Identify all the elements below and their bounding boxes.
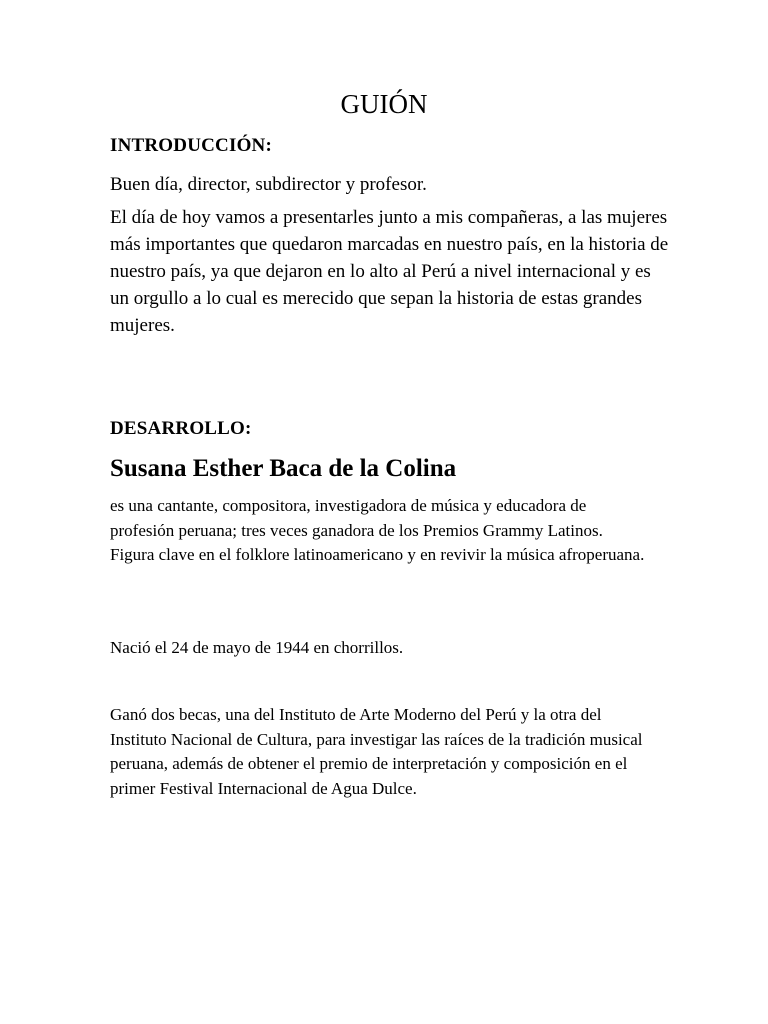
development-heading: DESARROLLO: [110, 418, 252, 439]
birth-paragraph: Nació el 24 de mayo de 1944 en chorrillos. [110, 638, 404, 657]
greeting-paragraph: Buen día, director, subdirector y profesor. [110, 174, 427, 195]
biography-paragraph: es una cantante, compositora, investigadora de música y educadora de profesión peruana; tres veces ganadora de los Premios Grammy Latinos. Figura clave en el folklore latinoamericano y en revivir la música afroperuana. [110, 496, 645, 564]
awards-paragraph: Ganó dos becas, una del Instituto de Arte Moderno del Perú y la otra del Instituto Nacional de Cultura, para investigar las raíces de la tradición musical peruana, además de obtener el premio de interpretación y composición en el primer Festival Internacional de Agua Dulce. [110, 705, 643, 798]
document-title: GUIÓN [340, 89, 428, 119]
person-name-heading: Susana Esther Baca de la Colina [110, 455, 457, 482]
introduction-heading: INTRODUCCIÓN: [110, 135, 272, 156]
introduction-paragraph: El día de hoy vamos a presentarles junto a mis compañeras, a las mujeres más importantes que quedaron marcadas en nuestro país, en la historia de nuestro país, ya que dejaron en lo alto al Perú a nivel internacional y es un orgullo a lo cual es merecido que sepan la historia de estas grandes mujeres. [110, 207, 669, 336]
